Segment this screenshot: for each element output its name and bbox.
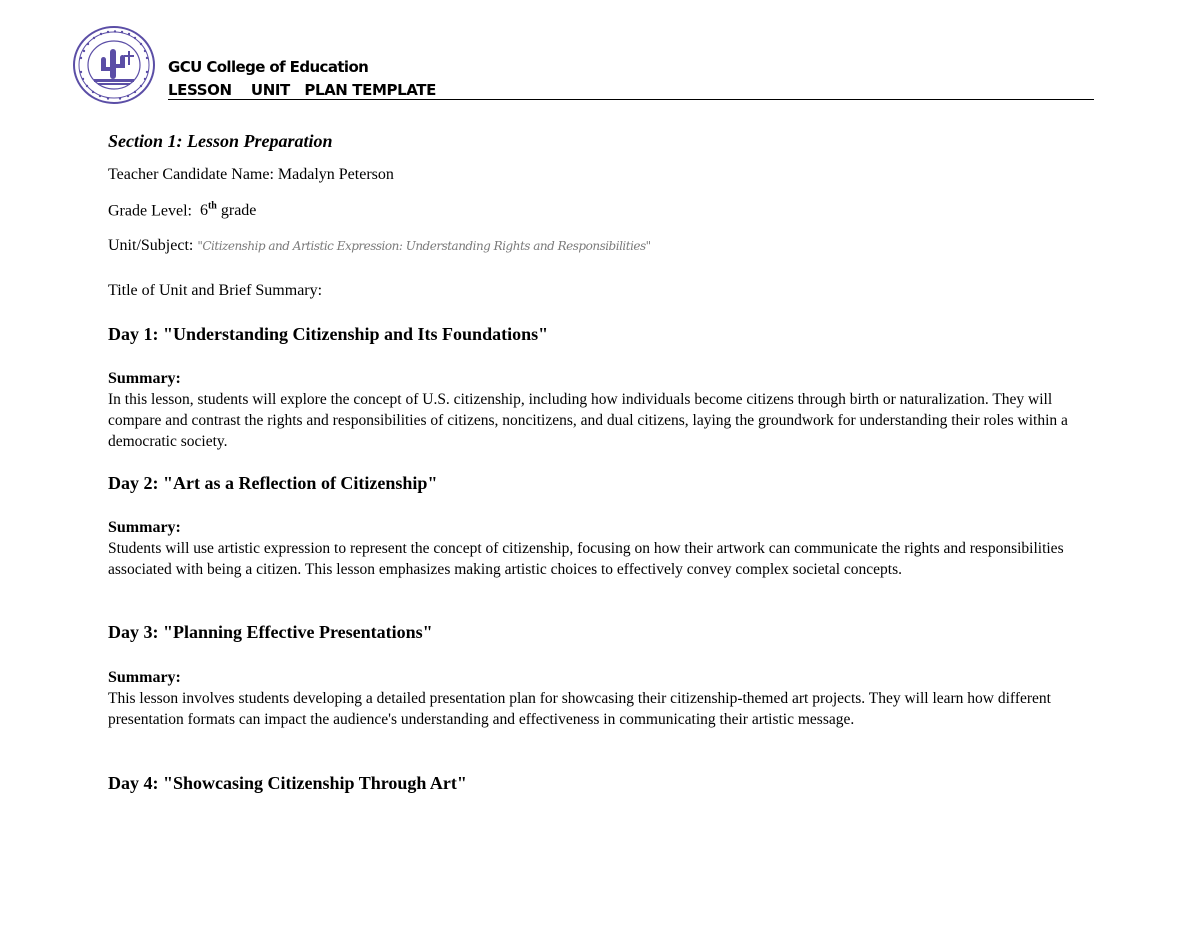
teacher-name-value: Madalyn Peterson [277, 166, 394, 183]
day-3-summary-text: This lesson involves students developing a detailed presentation plan for showcasing their citizenship-themed art projects. They will learn how different presentation formats can impact the audience's understanding and effectiveness in communicating their artistic message. [108, 690, 1051, 728]
day-1-title: Day 1: "Understanding Citizenship and Its Foundations" [108, 324, 549, 344]
unit-subject-field [108, 237, 651, 255]
day-3-summary-label: Summary: [108, 669, 181, 686]
day-2-summary [108, 517, 1088, 580]
grade-level-field [108, 201, 256, 220]
day-2-title: Day 2: "Art as a Reflection of Citizenship" [108, 473, 438, 493]
teacher-name-field [108, 166, 394, 184]
grade-level-label: Grade Level: [108, 202, 192, 220]
day-1-summary-text: In this lesson, students will explore the concept of U.S. citizenship, including how individuals become citizens through birth or naturalization. They will compare and contrast the rights and responsibilities of citizens, noncitizens, and dual citizens, laying the groundwork for understanding their roles within a democratic society. [108, 391, 1068, 450]
teacher-name-label: Teacher Candidate Name: [108, 166, 274, 183]
grade-number: 6 [199, 202, 208, 220]
unit-summary-heading: Title of Unit and Brief Summary: [108, 282, 323, 299]
university-seal-icon [72, 25, 156, 105]
day-2-summary-text: Students will use artistic expression to represent the concept of citizenship, focusing on how their artwork can communicate the rights and responsibilities associated with being a citizen. This lesson emphasizes making artistic choices to effectively convey complex societal concepts. [108, 540, 1064, 578]
day-4-title: Day 4: "Showcasing Citizenship Through Art" [108, 773, 467, 793]
day-1-summary [108, 368, 1088, 452]
header-template-title: LESSON UNIT PLAN TEMPLATE [168, 82, 1094, 100]
grade-word: grade [220, 202, 257, 220]
section-title: Section 1: Lesson Preparation [108, 131, 333, 151]
header-org-title: GCU College of Education [168, 58, 369, 76]
day-1-summary-label: Summary: [108, 370, 181, 387]
day-3-summary [108, 667, 1088, 730]
day-3-title: Day 3: "Planning Effective Presentations" [108, 622, 433, 642]
grade-ordinal: th [207, 201, 217, 212]
day-2-summary-label: Summary: [108, 519, 181, 536]
grade-level-value [200, 202, 256, 219]
unit-subject-label: Unit/Subject: [108, 237, 194, 254]
unit-subject-value: "Citizenship and Artistic Expression: Understanding Rights and Responsibilities" [197, 239, 651, 253]
